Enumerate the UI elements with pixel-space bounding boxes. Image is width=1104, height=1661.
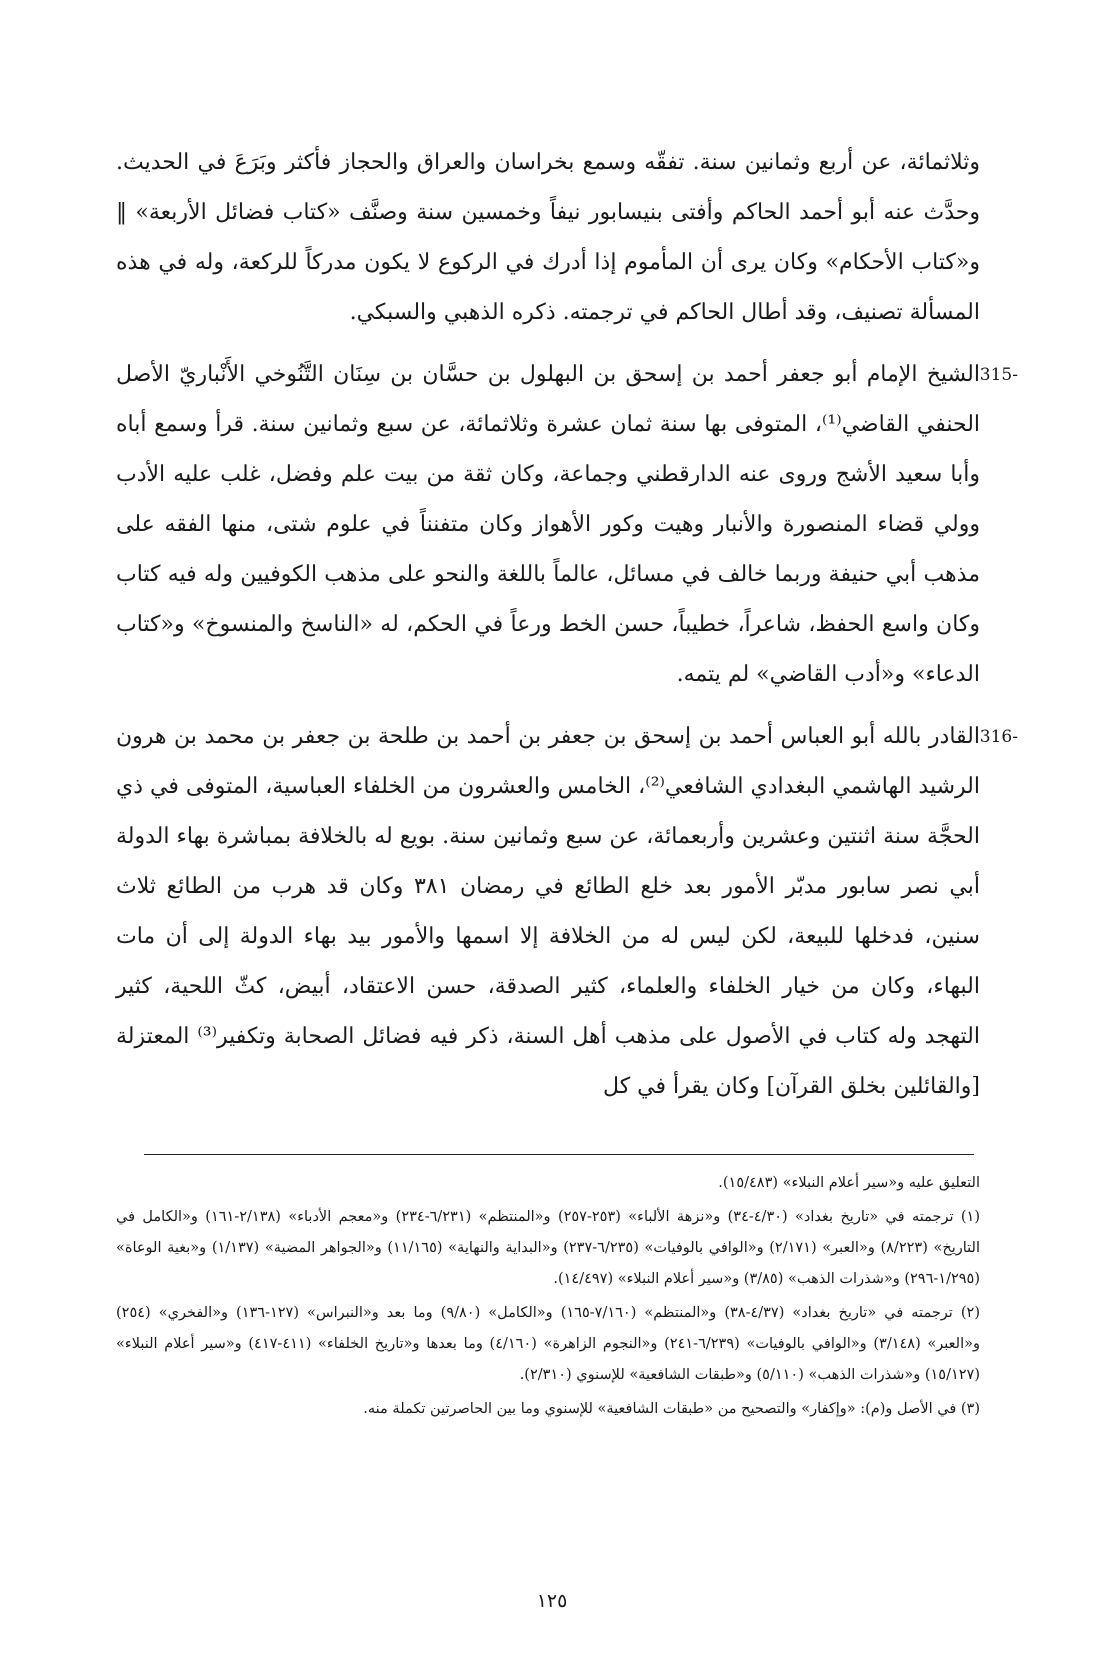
footnote-3: (٣) في الأصل و(م): «وإكفار» والتصحيح من «طبقات الشافعية» للإسنوي وما بين الحاصرتين تكملة منه.: [363, 1401, 980, 1417]
entry-number: 315-: [979, 365, 1018, 385]
footnotes: [116, 1168, 980, 1428]
footnote-1: (١) ترجمته في «تاريخ بغداد» (٤/٣٠-٣٤) و«نزهة الألباء» (٢٥٣-٢٥٧) و«المنتظم» (٦/٢٣١-٢٣٤) و«معجم الأدباء» (٢/١٣٨-١٦١) و«الكامل في التاريخ» (٨/٢٢٣) و«العبر» (٢/١٧١) و«الوافي بالوفيات» (٦/٢٣٥-٢٣٧) و«البداية والنهاية» (١١/١٦٥) و«الجواهر المضية» (١/١٣٧) و«بغية الوعاة» (١/٢٩٥-٢٩٦) و«شذرات الذهب» (٣/٨٥) و«سير أعلام النبلاء» (١٤/٤٩٧).: [116, 1209, 981, 1287]
entry-text: الشيخ الإمام أبو جعفر أحمد بن إسحق بن البهلول بن حسَّان بن سِنَان التَّنُوخي الأَنْباريّ الأصل الحنفي القاضي⁽¹⁾، المتوفى بها سنة ثمان عشرة وثلاثمائة، عن سبع وثمانين سنة. قرأ وسمع أباه وأبا سعيد الأشج وروى عنه الدارقطني وجماعة، وكان ثقة من بيت علم وفضل، غلب عليه الأدب وولي قضاء المنصورة والأنبار وهيت وكور الأهواز وكان متفنناً في علوم شتى، منها الفقه على مذهب أبي حنيفة وربما خالف في مسائل، عالماً باللغة والنحو على مذهب الكوفيين وله فيه كتاب وكان واسع الحفظ، شاعراً، خطيباً، حسن الخط ورعاً في الحكم، له «الناسخ والمنسوخ» و«كتاب الدعاء» و«أدب القاضي» لم يتمه.: [116, 362, 981, 687]
paragraph-continuation: وثلاثمائة، عن أربع وثمانين سنة. تفقّه وسمع بخراسان والعراق والحجاز فأكثر وبَرَعَ في الحديث. وحدَّث عنه أبو أحمد الحاكم وأفتى بنيسابور نيفاً وخمسين سنة وصنَّف «كتاب فضائل الأربعة» ‖ و«كتاب الأحكام» وكان يرى أن المأموم إذا أدرك في الركوع لا يكون مدركاً للركعة، وله في هذه المسألة تصنيف، وقد أطال الحاكم في ترجمته. ذكره الذهبي والسبكي.: [116, 150, 980, 325]
entry-315: [116, 350, 1018, 700]
footnote-divider: [144, 1154, 974, 1155]
main-text: [116, 138, 1018, 1124]
entry-number: 316-: [979, 727, 1018, 747]
footnote-2: (٢) ترجمته في «تاريخ بغداد» (٤/٣٧-٣٨) و«المنتظم» (٧/١٦٠-١٦٥) و«الكامل» (٩/٨٠) وما بعد و«النبراس» (١٢٧-١٣٦) و«الفخري» (٢٥٤) و«العبر» (٣/١٤٨) و«الوافي بالوفيات» (٦/٢٣٩-٢٤١) و«النجوم الزاهرة» (٤/١٦٠) وما بعدها و«تاريخ الخلفاء» (٤١١-٤١٧) و«سير أعلام النبلاء» (١٥/١٢٧) و«شذرات الذهب» (٥/١١٠) و«طبقات الشافعية» للإسنوي (٢/٣١٠).: [116, 1305, 981, 1383]
entry-text: القادر بالله أبو العباس أحمد بن إسحق بن جعفر بن أحمد بن طلحة بن جعفر بن محمد بن هرون الرشيد الهاشمي البغدادي الشافعي⁽²⁾، الخامس والعشرون من الخلفاء العباسية، المتوفى في ذي الحجَّة سنة اثنتين وعشرين وأربعمائة، عن سبع وثمانين سنة. بويع له بالخلافة بمباشرة بهاء الدولة أبي نصر سابور مدبّر الأمور بعد خلع الطائع في رمضان ٣٨١ وكان قد هرب من الطائع ثلاث سنين، فدخلها للبيعة، لكن ليس له من الخلافة إلا اسمها والأمور بيد بهاء الدولة إلى أن مات البهاء، وكان من خيار الخلفاء والعلماء، كثير الصدقة، حسن الاعتقاد، أبيض، كثّ اللحية، كثير التهجد وله كتاب في الأصول على مذهب أهل السنة، ذكر فيه فضائل الصحابة وتكفير⁽³⁾ المعتزلة [والقائلين بخلق القرآن] وكان يقرأ في كل: [116, 724, 981, 1099]
page-number: ١٢٥: [536, 1590, 568, 1612]
entry-316: [116, 712, 1018, 1112]
footnote-intro: التعليق عليه و«سير أعلام النبلاء» (١٥/٤٨٣).: [718, 1175, 980, 1191]
